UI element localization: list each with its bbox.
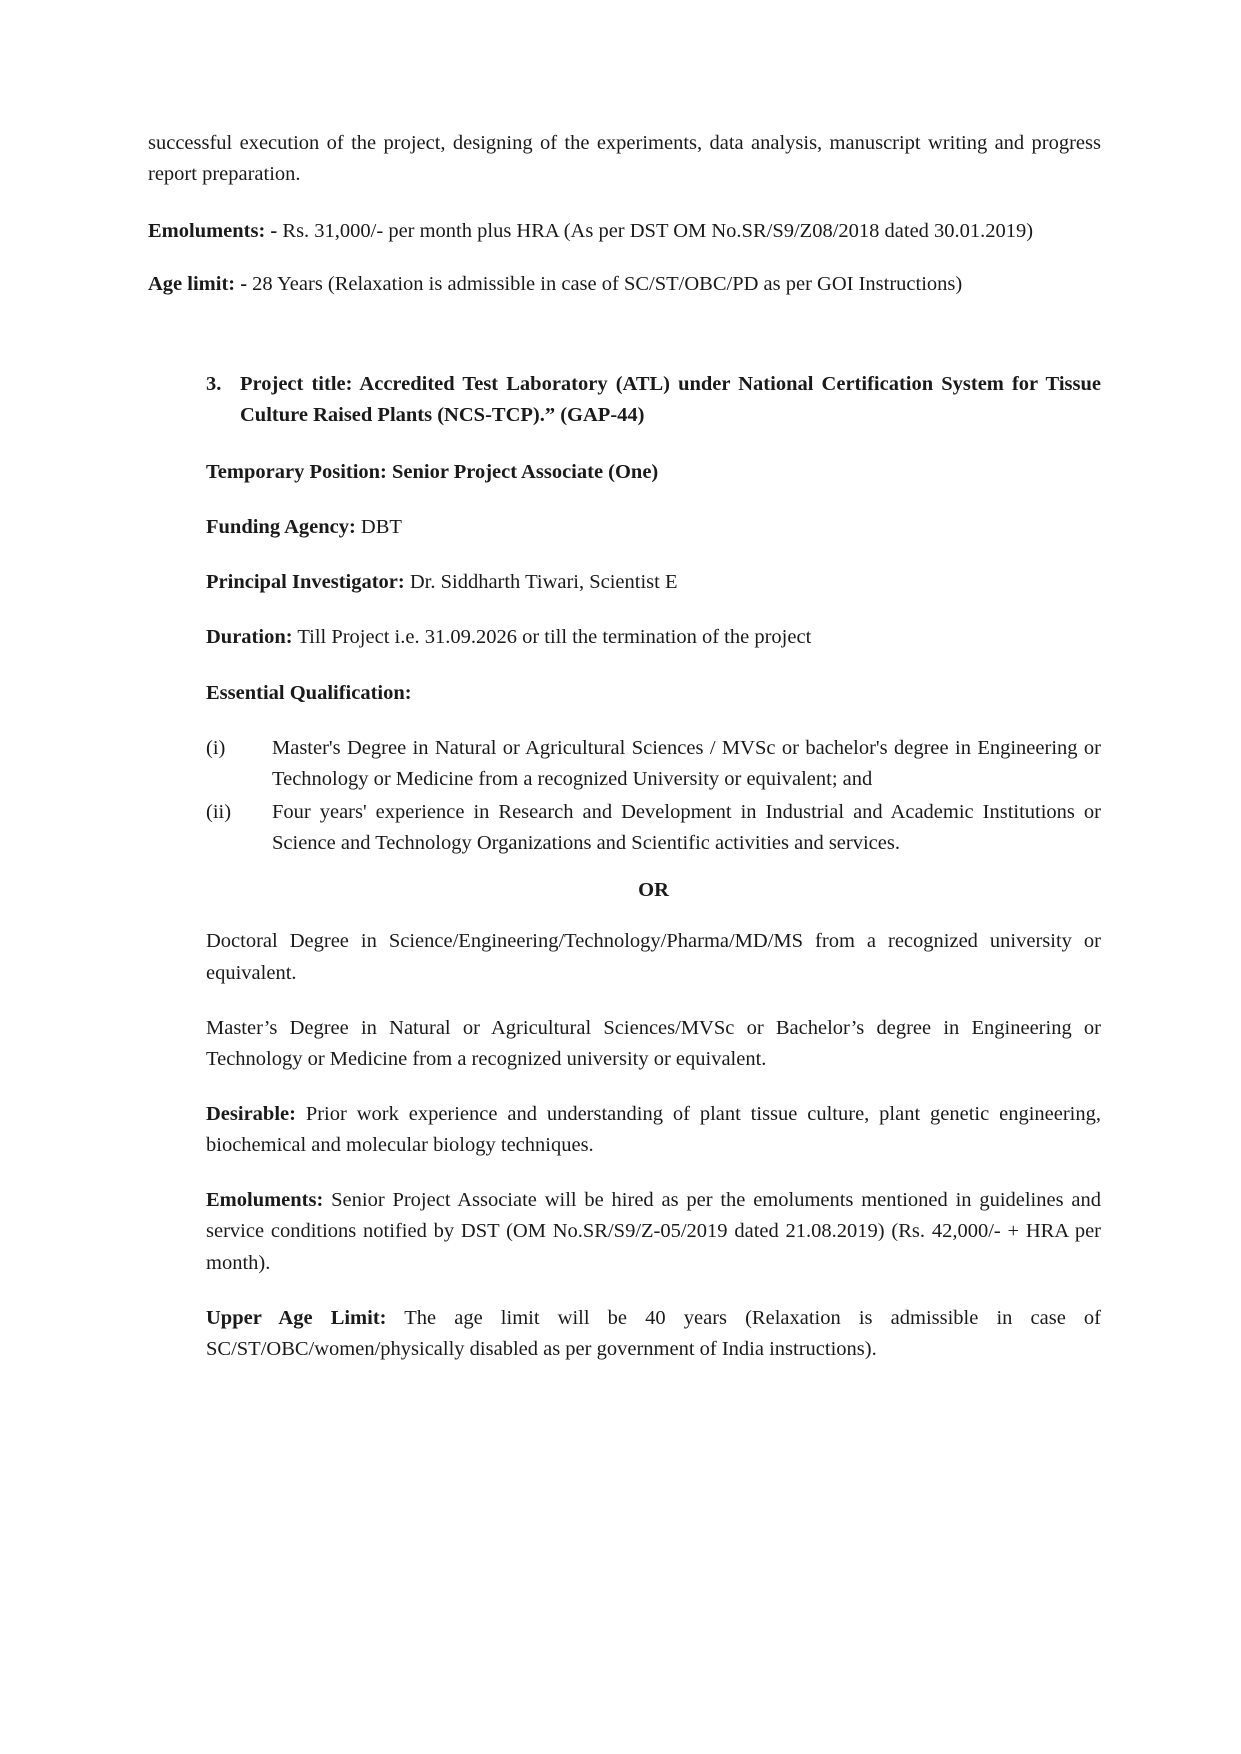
or-separator: OR	[638, 879, 669, 902]
funding-agency-row	[206, 512, 1101, 543]
section-spacer	[148, 323, 1101, 369]
age-limit-top-label: Age limit: -	[148, 273, 248, 296]
funding-agency-label: Funding Agency:	[206, 516, 356, 539]
duration-label: Duration:	[206, 626, 293, 649]
qualification-marker: (i)	[206, 736, 226, 759]
principal-investigator-label: Principal Investigator:	[206, 571, 405, 594]
alternative-qualification-1: Doctoral Degree in Science/Engineering/Technology/Pharma/MD/MS from a recognized university or equivalent.	[206, 930, 1101, 984]
temporary-position: Temporary Position: Senior Project Associate (One)	[206, 460, 659, 483]
desirable-label: Desirable:	[206, 1102, 296, 1125]
emoluments-value: Senior Project Associate will be hired as per the emoluments mentioned in guidelines and service conditions notified by DST (OM No.SR/S9/Z-05/2019 dated 21.08.2019) (Rs. 42,000/- + HRA per month).	[206, 1189, 1101, 1274]
qualification-list	[148, 733, 1101, 860]
funding-agency-value: DBT	[355, 516, 402, 539]
list-item	[206, 733, 1101, 795]
upper-age-limit-value: The age limit will be 40 years (Relaxation is admissible in case of SC/ST/OBC/women/physically disabled as per government of India instructions).	[206, 1306, 1101, 1360]
desirable-value: Prior work experience and understanding of plant tissue culture, plant genetic engineering, biochemical and molecular biology techniques.	[206, 1102, 1101, 1157]
list-item	[206, 797, 1101, 859]
age-limit-top-text: 28 Years (Relaxation is admissible in case of SC/ST/OBC/PD as per GOI Instructions)	[247, 273, 963, 296]
intro-paragraph: successful execution of the project, designing of the experiments, data analysis, manuscript writing and progress report preparation.	[148, 132, 1101, 186]
alternative-qualifications	[148, 926, 1101, 1365]
project-number: 3.	[206, 372, 222, 395]
project-title: Project title: Accredited Test Laboratory (ATL) under National Certification System for Tissue Culture Raised Plants (NCS-TCP).” (GAP-44)	[240, 372, 1101, 426]
emoluments-top-paragraph	[148, 216, 1101, 247]
desirable-row	[206, 1099, 1101, 1161]
duration-row	[206, 622, 1101, 653]
emoluments-top-label: Emoluments: -	[148, 220, 278, 243]
project-heading	[148, 369, 1101, 431]
qualification-marker: (ii)	[206, 801, 232, 824]
essential-qualification-heading: Essential Qualification:	[206, 681, 412, 704]
qualification-text: Master's Degree in Natural or Agricultural Sciences / MVSc or bachelor's degree in Engineering or Technology or Medicine from a recognized University or equivalent; and	[272, 736, 1101, 790]
emoluments-top-text: Rs. 31,000/- per month plus HRA (As per DST OM No.SR/S9/Z08/2018 dated 30.01.2019)	[277, 220, 1034, 243]
upper-age-limit-row	[206, 1303, 1101, 1365]
qualification-text: Four years' experience in Research and Development in Industrial and Academic Institutions or Science and Technology Organizations and Scientific activities and services.	[272, 801, 1101, 855]
upper-age-limit-label: Upper Age Limit:	[206, 1306, 387, 1329]
alternative-qualification-2: Master’s Degree in Natural or Agricultural Sciences/MVSc or Bachelor’s degree in Engineering or Technology or Medicine from a recognized university or equivalent.	[206, 1016, 1101, 1070]
duration-value: Till Project i.e. 31.09.2026 or till the termination of the project	[292, 626, 812, 649]
project-details	[148, 457, 1101, 709]
emoluments-row	[206, 1185, 1101, 1278]
age-limit-top-paragraph	[148, 269, 1101, 300]
principal-investigator-value: Dr. Siddharth Tiwari, Scientist E	[404, 571, 678, 594]
emoluments-label: Emoluments:	[206, 1189, 324, 1212]
principal-investigator-row	[206, 567, 1101, 598]
